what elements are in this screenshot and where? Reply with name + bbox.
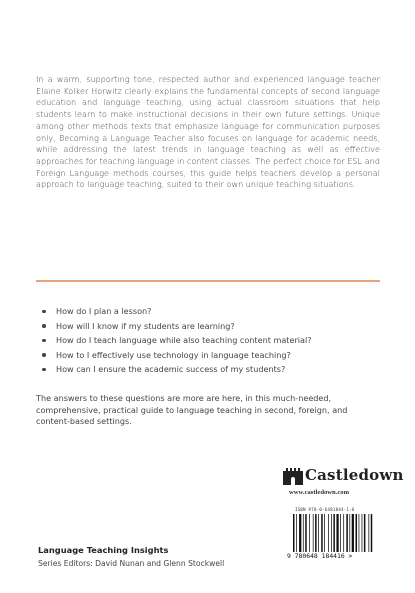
book-description: In a warm, supporting tone, respected author and experienced language teacher Elaine Kolker Horwitz clearly explains the fundamental concepts of second language education and language teaching, using actual classroom situations that help students learn to make instructional decisions in their own future settings. Unique among other methods texts that emphasize language for communication purposes only, Becoming a Language Teacher also focuses on language for academic needs, while addressing the latest trends in language teaching as well as effective approaches for teaching language in content classes. The perfect choice for ESL and Foreign Language methods courses, this guide helps teachers develop a personal approach to language teaching, suited to their own unique teaching situations. [36,74,380,190]
barcode-digits: 9 780648 184416 > [287,552,353,560]
question-item: How can I ensure the academic success of my students? [42,362,382,377]
publisher-url: www.castledown.com [289,489,350,496]
series-title: Language Teaching Insights [38,545,169,555]
publisher-name: Castledown [305,466,404,484]
divider-rule [36,280,380,282]
barcode-bars [293,514,373,552]
question-item: How will I know if my students are learning? [42,319,382,334]
answers-paragraph: The answers to these questions are more are here, in this much-needed, comprehensive, practical guide to language teaching in second, foreign, and content-based settings. [36,393,348,427]
question-item: How do I teach language while also teaching content material? [42,333,382,348]
publisher-logo [283,466,404,501]
question-item: How do I plan a lesson? [42,304,382,319]
isbn-barcode [283,507,379,561]
question-item: How to I effectively use technology in language teaching? [42,348,382,363]
series-editors: Series Editors: David Nunan and Glenn Stockwell [38,559,225,568]
isbn-label: ISBN 978-0-6481844-1-6 [295,507,355,512]
castle-icon [283,468,303,485]
question-list [42,304,382,377]
